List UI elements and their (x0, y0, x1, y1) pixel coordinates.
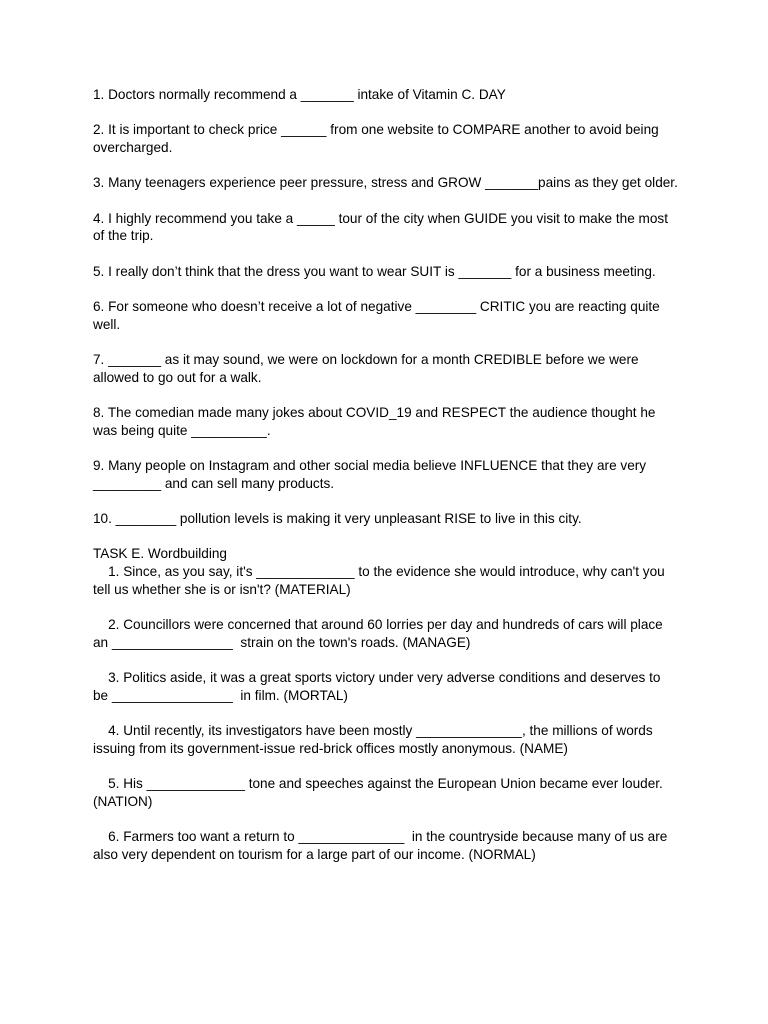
task-e-item-5: 5. His _____________ tone and speeches against the European Union became ever louder. (NATION) (93, 776, 667, 809)
task-e-item-4: 4. Until recently, its investigators have been mostly ______________, the millions of words issuing from its government-issue red-brick offices mostly anonymous. (NAME) (93, 723, 657, 756)
task-e-item-1: 1. Since, as you say, it's _____________ to the evidence she would introduce, why can't you tell us whether she is or isn't? (MATERIAL) (93, 564, 669, 597)
question-4: 4. I highly recommend you take a _____ tour of the city when GUIDE you visit to make the most of the trip. (93, 210, 672, 244)
question-7: 7. _______ as it may sound, we were on lockdown for a month CREDIBLE before we were allowed to go out for a walk. (93, 352, 643, 385)
question-8: 8. The comedian made many jokes about COVID_19 and RESPECT the audience thought he was being quite __________. (93, 405, 660, 438)
question-3: 3. Many teenagers experience peer pressure, stress and GROW _______pains as they get older. (93, 175, 678, 191)
question-5: 5. I really don’t think that the dress you want to wear SUIT is _______ for a business meeting. (93, 263, 656, 279)
question-9: 9. Many people on Instagram and other social media believe INFLUENCE that they are very _________ and can sell many products. (93, 458, 650, 491)
task-e-item-3: 3. Politics aside, it was a great sports victory under very adverse conditions and deserves to be ________________ in film. (MORTAL) (93, 670, 665, 703)
question-1: 1. Doctors normally recommend a _______ intake of Vitamin C. DAY (93, 87, 506, 102)
task-e-item-6: 6. Farmers too want a return to ______________ in the countryside because many of us are also very dependent on tourism for a large part of our income. (NORMAL) (93, 828, 672, 862)
question-2: 2. It is important to check price ______ from one website to COMPARE another to avoid being overcharged. (93, 122, 663, 155)
task-e-heading: TASK E. Wordbuilding (93, 546, 227, 562)
task-e-item-2: 2. Councillors were concerned that around 60 lorries per day and hundreds of cars will place an ________________ strain on the town's roads. (MANAGE) (93, 617, 667, 650)
worksheet-page (93, 86, 678, 881)
question-6: 6. For someone who doesn’t receive a lot of negative ________ CRITIC you are reacting quite well. (93, 299, 664, 332)
question-10: 10. ________ pollution levels is making it very unpleasant RISE to live in this city. (93, 511, 582, 527)
